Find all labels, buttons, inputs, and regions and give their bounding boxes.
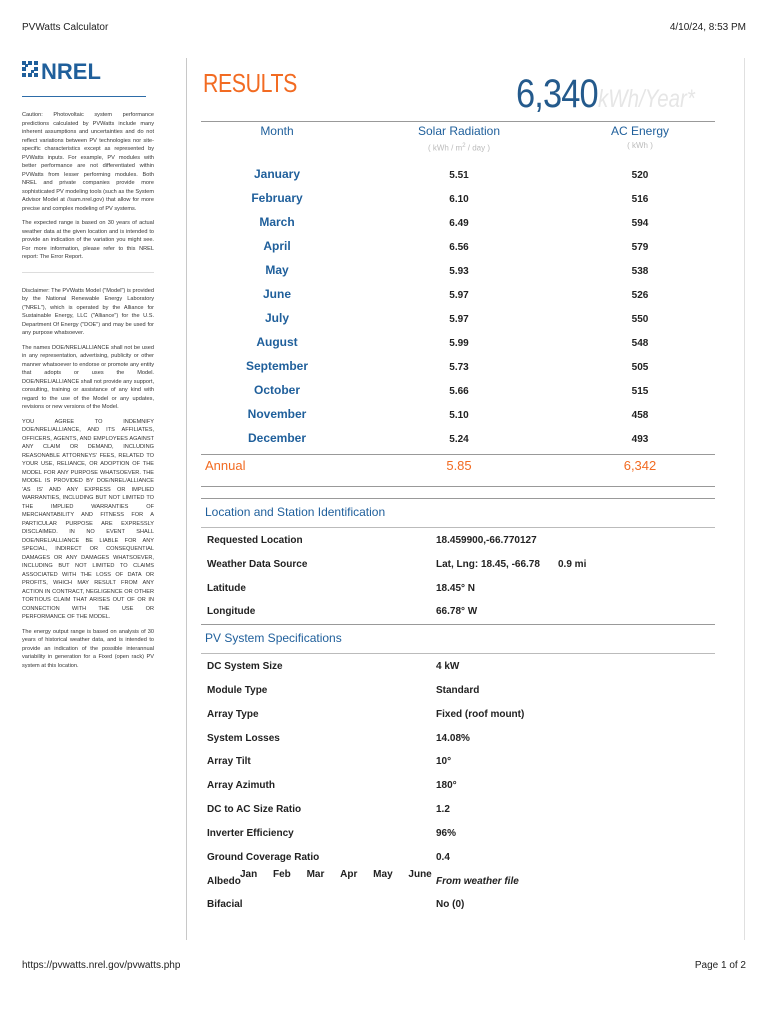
info-key: Latitude <box>207 583 246 594</box>
info-row <box>201 583 715 605</box>
energy-output-text: The energy output range is based on analysis of 30 years of historical weather data, and is intended to provide an indication of the possible interannual variability in generation for a Fixed (open rack) PV system at this location. <box>22 628 154 669</box>
table-row <box>201 335 715 359</box>
axis-month-label: Feb <box>273 869 291 880</box>
annual-energy-value: 6,340 <box>516 72 598 116</box>
location-section-underline <box>201 527 715 528</box>
month-name: October <box>253 383 300 397</box>
table-row <box>201 167 715 191</box>
ac-value: 526 <box>631 290 649 301</box>
annual-ac-value: 6,342 <box>623 458 657 473</box>
solar-value: 5.24 <box>449 434 469 445</box>
info-key: Inverter Efficiency <box>207 828 294 839</box>
solar-value: 5.51 <box>449 170 469 181</box>
info-distance: 0.9 mi <box>558 559 587 570</box>
ac-value: 538 <box>631 266 649 277</box>
print-footer <box>22 960 746 974</box>
solar-value: 5.73 <box>449 362 469 373</box>
system-section-underline <box>201 653 715 654</box>
info-key: Albedo <box>207 876 241 887</box>
month-name: February <box>251 191 303 205</box>
info-value: 1.2 <box>436 804 450 815</box>
nrel-logo <box>22 58 154 88</box>
ac-value: 493 <box>631 434 649 445</box>
solar-value: 5.10 <box>449 410 469 421</box>
info-row <box>201 733 715 755</box>
table-row <box>201 407 715 431</box>
page-right-border <box>744 58 745 940</box>
table-row <box>201 287 715 311</box>
print-url: https://pvwatts.nrel.gov/pvwatts.php <box>22 960 181 971</box>
solar-value: 6.56 <box>449 242 469 253</box>
column-header-ac-label: AC Energy <box>610 124 670 138</box>
info-value: 96% <box>436 828 457 839</box>
page-number: Page 1 of 2 <box>694 960 746 971</box>
info-value: 18.45° N <box>436 583 476 594</box>
info-key: Array Azimuth <box>207 780 275 791</box>
names-text: The names DOE/NREL/ALLIANCE shall not be used in any representation, advertising, publicity or other manner whatsoever to endorse or promote any entity that adopts or uses the Model. DOE/NREL/ALLIANCE shall not provide any support, consulting, training or assistance of any kind with regard to the use of the Model or any updates, revisions or new versions of the Model. <box>22 344 154 410</box>
info-row <box>201 661 715 683</box>
month-name: May <box>265 263 289 277</box>
table-row <box>201 191 715 215</box>
annual-solar-value: 5.85 <box>446 458 472 473</box>
solar-value: 5.97 <box>449 290 469 301</box>
info-key: Array Type <box>207 709 259 720</box>
location-section-rule <box>201 498 715 499</box>
logo-underline <box>22 96 146 97</box>
column-header-solar-label: Solar Radiation <box>417 124 501 138</box>
solar-value: 6.49 <box>449 218 469 229</box>
column-header-month: Month <box>260 124 294 138</box>
info-key: Requested Location <box>207 535 303 546</box>
info-key: Bifacial <box>207 899 243 910</box>
month-name: September <box>245 359 309 373</box>
table-row <box>201 431 715 455</box>
location-section-title: Location and Station Identification <box>205 505 386 519</box>
info-value: From weather file <box>436 876 519 887</box>
month-name: April <box>263 239 291 253</box>
system-section-title: PV System Specifications <box>205 631 342 645</box>
solar-unit-prefix: ( kWh / m <box>427 143 463 153</box>
info-row <box>201 709 715 731</box>
axis-month-label: Apr <box>340 869 358 880</box>
info-row <box>201 685 715 707</box>
month-name: January <box>253 167 301 181</box>
info-row <box>201 535 715 557</box>
expected-range-text: The expected range is based on 30 years of actual weather data at the given location and is intended to provide an indication of the variation you might see. For more information, please refer to this NREL report: The Error Report. <box>22 220 154 260</box>
info-key: DC to AC Size Ratio <box>207 804 302 815</box>
month-name: August <box>256 335 298 349</box>
ac-value: 594 <box>631 218 649 229</box>
axis-month-label: Jan <box>240 869 258 880</box>
nrel-logo-icon <box>22 59 122 87</box>
sidebar-disclaimer <box>22 287 154 671</box>
column-header-solar-unit <box>381 143 537 153</box>
info-row <box>201 804 715 826</box>
table-row <box>201 215 715 239</box>
ac-value: 548 <box>631 338 649 349</box>
axis-month-label: May <box>373 869 393 880</box>
info-value: Fixed (roof mount) <box>436 709 525 720</box>
info-value: No (0) <box>436 899 465 910</box>
info-key: DC System Size <box>207 661 283 672</box>
annual-energy-unit: kWh/Year* <box>597 85 695 113</box>
annual-row <box>201 458 715 482</box>
solar-value: 5.99 <box>449 338 469 349</box>
caution-text: Caution: Photovoltaic system performance predictions calculated by PVWatts include many inherent assumptions and uncertainties and do not reflect variations between PV technologies nor site-specific characteristics except as represented by PVWatts inputs. For example, PV modules with better performance are not differentiated within PVWatts from lesser performing modules. Both NREL and private companies provide more sophisticated PV modeling tools (such as the System Advisor Model at //sam.nrel.gov) that allow for more precise and complex modeling of PV systems. <box>22 112 154 212</box>
ac-value: 515 <box>631 386 649 397</box>
ac-value: 579 <box>631 242 649 253</box>
info-value: 0.4 <box>436 852 450 863</box>
info-key: Array Tilt <box>207 756 251 767</box>
annual-bottom-rule <box>201 486 715 487</box>
info-key: Ground Coverage Ratio <box>207 852 320 863</box>
ac-value: 505 <box>631 362 649 373</box>
annual-label: Annual <box>205 458 246 473</box>
table-row <box>201 311 715 335</box>
solar-unit-superscript: 2 <box>462 143 466 149</box>
sidebar-divider <box>186 58 187 940</box>
info-row <box>201 559 715 581</box>
print-title: PVWatts Calculator <box>22 22 109 33</box>
axis-month-label: June <box>408 869 432 880</box>
month-name: March <box>259 215 295 229</box>
info-row <box>201 756 715 778</box>
solar-value: 5.66 <box>449 386 469 397</box>
info-value: 10° <box>436 756 452 767</box>
month-name: July <box>264 311 289 325</box>
month-name: June <box>262 287 291 301</box>
system-section-rule <box>201 624 715 625</box>
axis-month-label: Mar <box>306 869 325 880</box>
month-name: November <box>247 407 307 421</box>
table-top-rule <box>201 121 715 122</box>
solar-unit-suffix: / day ) <box>465 143 490 153</box>
disclaimer-text: Disclaimer: The PVWatts Model ("Model") is provided by the National Renewable Energy Laboratory ("NREL"), which is operated by the Alliance for Sustainable Energy, LLC ("Alliance") for the U.S. Department Of Energy ("DOE") and may be used for any purpose whatsoever. <box>22 287 154 336</box>
column-header-ac <box>573 124 707 150</box>
info-value: 18.459900,-66.770127 <box>436 535 537 546</box>
chart-month-axis <box>240 869 445 880</box>
info-row <box>201 780 715 802</box>
column-header-solar <box>381 124 537 153</box>
sidebar-separator <box>22 272 154 273</box>
column-header-ac-unit: ( kWh ) <box>627 141 653 150</box>
annual-energy-headline <box>516 72 716 117</box>
month-name: December <box>247 431 307 445</box>
sidebar-notes <box>22 111 154 262</box>
info-key: Weather Data Source <box>207 559 308 570</box>
info-value: 66.78° W <box>436 606 478 617</box>
info-value: 180° <box>436 780 457 791</box>
ac-value: 516 <box>631 194 649 205</box>
table-row <box>201 359 715 383</box>
info-row <box>201 899 715 921</box>
results-title: RESULTS <box>203 68 297 98</box>
info-value: Standard <box>436 685 480 696</box>
sidebar <box>22 58 154 676</box>
ac-value: 550 <box>631 314 649 325</box>
info-value: 14.08% <box>436 733 470 744</box>
info-value: Lat, Lng: 18.45, -66.78 <box>436 559 540 570</box>
annual-rule <box>201 454 715 455</box>
indemnify-text: YOU AGREE TO INDEMNIFY DOE/NREL/ALLIANCE, AND ITS AFFILIATES, OFFICERS, AGENTS, AND EMPLOYEES AGAINST ANY CLAIM OR DEMAND, INCLUDING REASONABLE ATTORNEYS' FEES, RELATED TO YOUR USE, RELIANCE, OR ADOPTION OF THE MODEL FOR ANY PURPOSE WHATSOEVER. THE MODEL IS PROVIDED BY DOE/NREL/ALLIANCE 'AS IS' AND ANY EXPRESS OR IMPLIED WARRANTIES, INCLUDING BUT NOT LIMITED TO THE IMPLIED WARRANTIES OF MERCHANTABILITY AND FITNESS FOR A PARTICULAR PURPOSE ARE EXPRESSLY DISCLAIMED. IN NO EVENT SHALL DOE/NREL/ALLIANCE BE LIABLE FOR ANY SPECIAL, INDIRECT OR CONSEQUENTIAL DAMAGES OR ANY DAMAGES WHATSOEVER, INCLUDING BUT NOT LIMITED TO CLAIMS ASSOCIATED WITH THE LOSS OF DATA OR PROFITS, WHICH MAY RESULT FROM ANY ACTION IN CONTRACT, NEGLIGENCE OR OTHER TORTIOUS CLAIM THAT ARISES OUT OF OR IN CONNECTION WITH THE USE OR PERFORMANCE OF THE MODEL. <box>22 418 154 620</box>
nrel-logo-text: NREL <box>41 59 101 84</box>
table-row <box>201 263 715 287</box>
print-header <box>22 22 746 36</box>
ac-value: 458 <box>631 410 649 421</box>
info-key: Module Type <box>207 685 268 696</box>
info-key: System Losses <box>207 733 280 744</box>
solar-value: 6.10 <box>449 194 469 205</box>
table-row <box>201 239 715 263</box>
solar-value: 5.97 <box>449 314 469 325</box>
table-row <box>201 383 715 407</box>
info-row <box>201 828 715 850</box>
info-value: 4 kW <box>436 661 460 672</box>
print-timestamp: 4/10/24, 8:53 PM <box>669 22 746 33</box>
ac-value: 520 <box>631 170 649 181</box>
info-key: Longitude <box>207 606 256 617</box>
solar-value: 5.93 <box>449 266 469 277</box>
